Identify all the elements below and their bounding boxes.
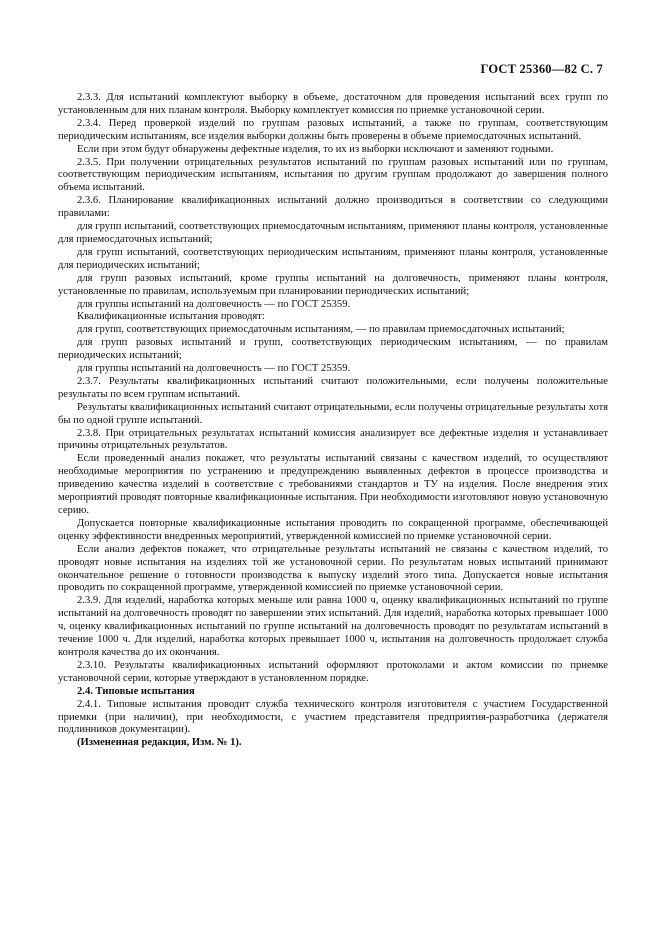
paragraph-2-3-9: 2.3.9. Для изделий, наработка которых меньше или равна 1000 ч, оценку квалификационных испытаний по группе испытаний на долговечность проводят по завершении этих испытаний. Для изделий, наработка которых превышает 1000 ч, оценку квалификационных испытаний по группе испытаний на долговечность проводят по результатам испытаний в течение 1000 ч. Для изделий, наработка которых превышает 1000 ч, испытания на долговечность продолжает служба контроля качества до их окончания.	[58, 595, 608, 658]
list-item: для групп испытаний, соответствующих приемосдаточным испытаниям, применяют планы контроля, установленные для приемосдаточных испытаний;	[58, 221, 608, 245]
list-item: для группы испытаний на долговечность — по ГОСТ 25359.	[77, 363, 351, 375]
list-item: для групп испытаний, соответствующих периодическим испытаниям, применяют планы контроля, установленные для периодических испытаний;	[58, 246, 608, 271]
paragraph-2-4-1: 2.4.1. Типовые испытания проводит служба технического контроля изготовителя с участием Государственной приемки (при наличии), при необходимости, с участием представителя предприятия-разработчика (держателя подлинников документации).	[58, 698, 608, 736]
paragraph: Если анализ дефектов покажет, что отрицательные результаты испытаний не связаны с качеством изделий, то проводят новые испытания на изделиях той же установочной серии. По результатам новых испытаний принимают окончательное решение о готовности производства к выпуску изделий этого типа. Допускается новые испытания проводить по сокращенной программе, утвержденной комиссией по приемке установочной серии.	[58, 543, 608, 594]
paragraph: Если проведенный анализ покажет, что результаты испытаний связаны с качеством изделий, то осуществляют необходимые мероприятия по устранению и предупреждению выявленных дефектов в процессе производства и приведению качества изделий в соответствие с требованиями стандартов и ТУ на изделия. После внедрения этих мероприятий проводят повторные квалификационные испытания. При необходимости изготовляют новую установочную серию.	[58, 453, 608, 516]
paragraph-2-3-7: 2.3.7. Результаты квалификационных испытаний считают положительными, если получены положительные результаты по всем группам испытаний.	[58, 375, 608, 400]
amendment-note: (Измененная редакция, Изм. № 1).	[77, 737, 242, 749]
paragraph: Если при этом будут обнаружены дефектные изделия, то их из выборки исключают и заменяют годными.	[77, 143, 554, 155]
list-item: для групп, соответствующих приемосдаточным испытаниям, — по правилам приемосдаточных испытаний;	[77, 324, 565, 336]
paragraph-2-3-3: 2.3.3. Для испытаний комплектуют выборку в объеме, достаточном для проведения испытаний всех групп по установленным для них планам контроля. Выборку комплектует комиссия по приемке установочной серии.	[58, 92, 608, 116]
paragraph-2-3-8: 2.3.8. При отрицательных результатах испытаний комиссия анализирует все дефектные изделия и устанавливает причины отрицательных результатов.	[58, 427, 608, 452]
paragraph-2-3-5: 2.3.5. При получении отрицательных результатов испытаний по группам разовых испытаний или по группам, соответствующим периодическим испытаниям, испытания по другим группам продолжают до завершения полного объема испытаний.	[58, 156, 608, 194]
paragraph: Допускается повторные квалификационные испытания проводить по сокращенной программе, обеспечивающей оценку эффективности внедренных мероприятий, утвержденной комиссией по приемке установочной серии.	[58, 517, 608, 542]
list-item: для групп разовых испытаний и групп, соответствующих периодическим испытаниям, — по правилам периодических испытаний;	[58, 337, 608, 362]
list-item: для групп разовых испытаний, кроме группы испытаний на долговечность, применяют планы контроля, установленные по правилам, используемым при планировании периодических испытаний;	[58, 272, 608, 297]
paragraph-2-3-4: 2.3.4. Перед проверкой изделий по группам разовых испытаний, а также по группам, соответствующим периодическим испытаниям, все изделия выборки должны быть проверены в объеме приемосдаточных испытаний.	[58, 117, 608, 142]
paragraph-2-3-6: 2.3.6. Планирование квалификационных испытаний должно производиться в соответствии со следующими правилами:	[58, 195, 608, 220]
section-heading-2-4: 2.4. Типовые испытания	[77, 685, 195, 697]
paragraph: Квалификационные испытания проводят:	[77, 311, 265, 323]
paragraph-2-3-10: 2.3.10. Результаты квалификационных испытаний оформляют протоколами и актом комиссии по приемке установочной серии, которые утверждают в установленном порядке.	[58, 659, 608, 684]
page-body	[58, 92, 608, 750]
list-item: для группы испытаний на долговечность — по ГОСТ 25359.	[77, 298, 351, 310]
paragraph: Результаты квалификационных испытаний считают отрицательными, если получены отрицательные результаты хотя бы по одной группе испытаний.	[58, 401, 608, 426]
page-header: ГОСТ 25360—82 С. 7	[480, 62, 603, 76]
